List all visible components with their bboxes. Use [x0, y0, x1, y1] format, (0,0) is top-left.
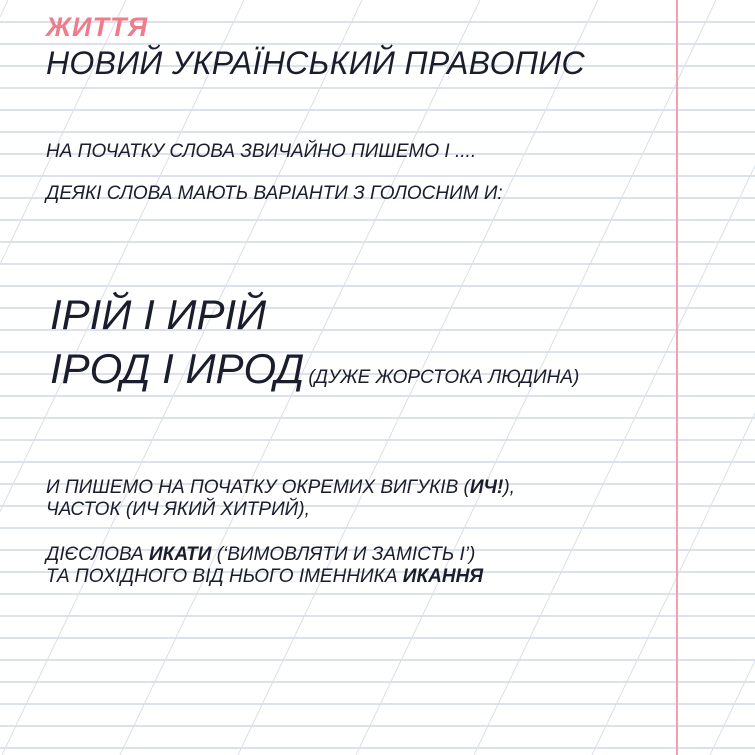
- rule-4-bold: ИКАННЯ: [402, 566, 484, 587]
- rule-line-4: [46, 567, 483, 586]
- rule-3-bold: ИКАТИ: [149, 544, 212, 565]
- brand-label: ЖИТТЯ: [46, 12, 149, 42]
- rule-1-bold: ИЧ!: [469, 477, 504, 498]
- example-word-2-text: ІРОД І ИРОД: [50, 345, 305, 392]
- rule-line-3: [46, 545, 475, 564]
- example-word-1: ІРІЙ І ИРІЙ: [50, 291, 267, 338]
- rule-line-1: [46, 478, 515, 497]
- rule-3-end: (‘ВИМОВЛЯТИ И ЗАМІСТЬ І’): [211, 544, 476, 565]
- page-title: НОВИЙ УКРАЇНСЬКИЙ ПРАВОПИС: [46, 45, 585, 81]
- intro-line-1: НА ПОЧАТКУ СЛОВА ЗВИЧАЙНО ПИШЕМО І ....: [46, 141, 477, 162]
- rule-1-end: ),: [503, 477, 515, 498]
- example-word-2-note: (ДУЖЕ ЖОРСТОКА ЛЮДИНА): [308, 367, 580, 388]
- rule-line-2: ЧАСТОК (ИЧ ЯКИЙ ХИТРИЙ),: [46, 499, 310, 520]
- rule-4-start: ТА ПОХІДНОГО ВІД НЬОГО ІМЕННИКА: [46, 566, 403, 587]
- rule-3-start: ДІЄСЛОВА: [46, 544, 149, 565]
- example-word-2: [50, 345, 580, 392]
- rule-1-start: И ПИШЕМО НА ПОЧАТКУ ОКРЕМИХ ВИГУКІВ (: [46, 477, 470, 498]
- intro-line-2: ДЕЯКІ СЛОВА МАЮТЬ ВАРІАНТИ З ГОЛОСНИМ И:: [46, 183, 503, 204]
